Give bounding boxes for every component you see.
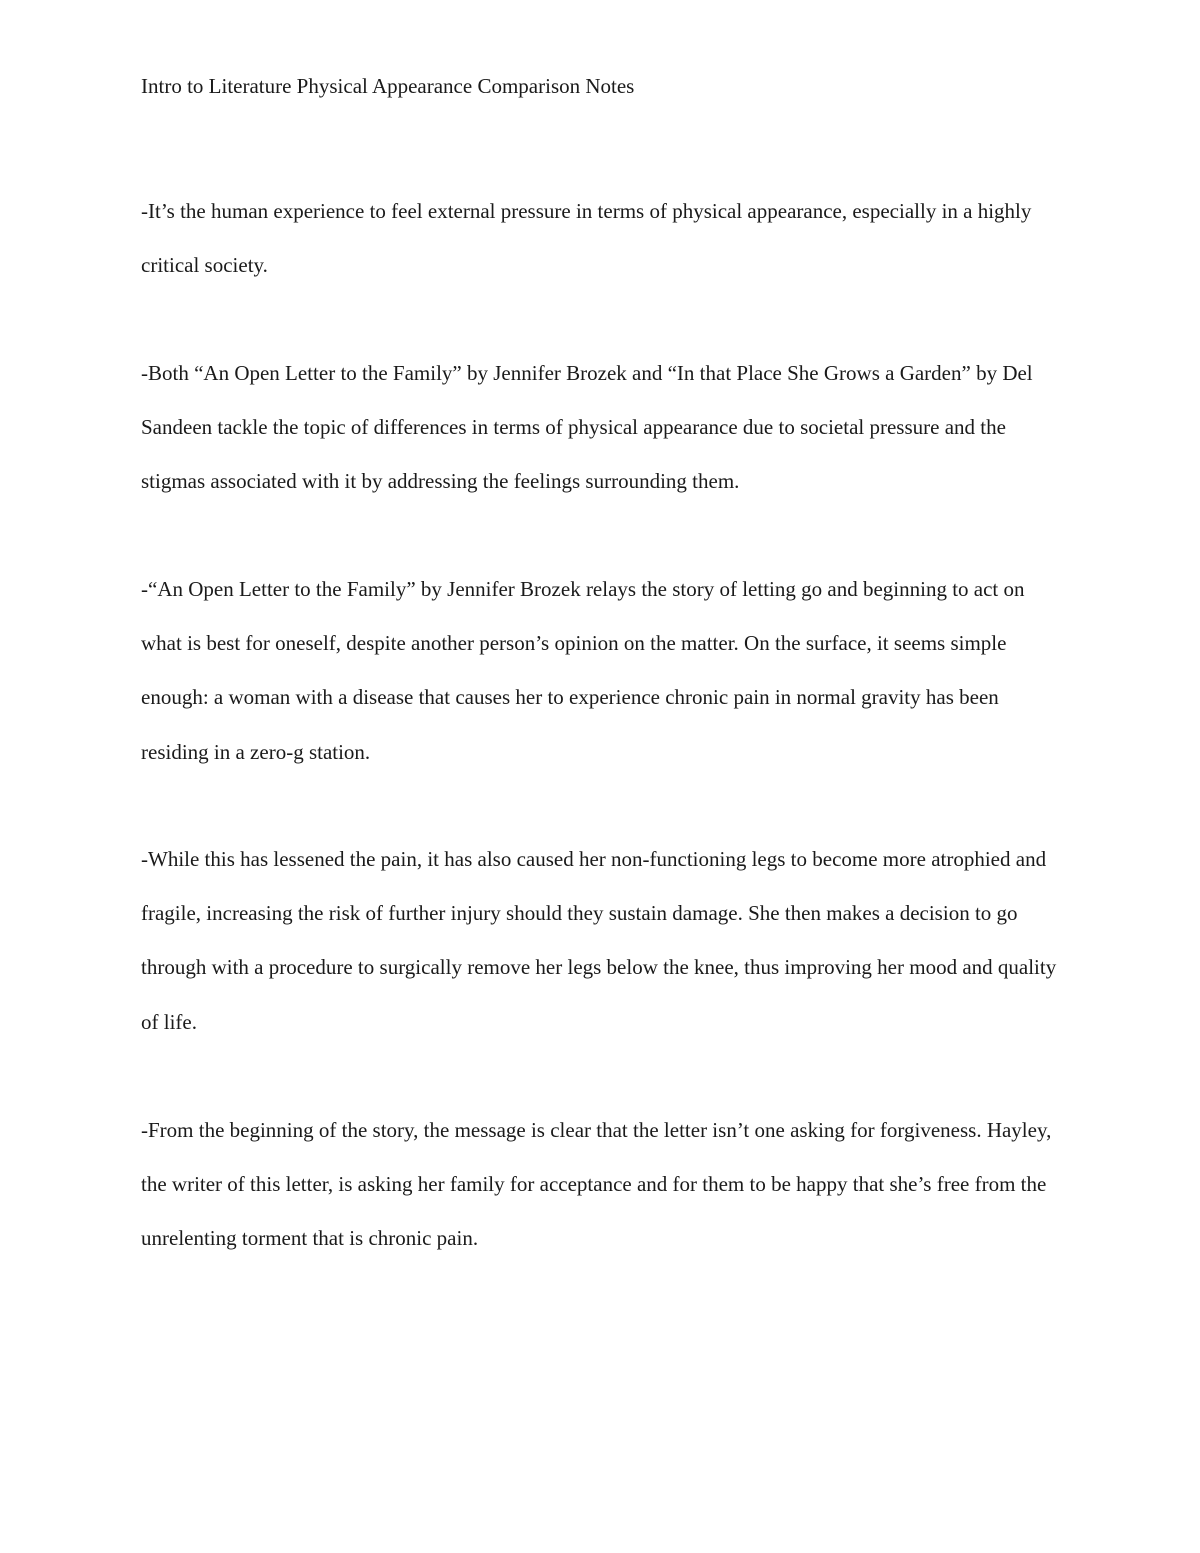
- note-paragraph-2: -Both “An Open Letter to the Family” by Jennifer Brozek and “In that Place She Grows a Garden” by Del Sandeen tackle the topic of differences in terms of physical appearance due to societal pressure and the stigmas associated with it by addressing the feelings surrounding them.: [141, 361, 1033, 494]
- document-title: Intro to Literature Physical Appearance Comparison Notes: [141, 74, 635, 98]
- note-paragraph-5: -From the beginning of the story, the message is clear that the letter isn’t one asking for forgiveness. Hayley, the writer of this letter, is asking her family for acceptance and for them to be happy that she’s free from the unrelenting torment that is chronic pain.: [141, 1118, 1052, 1251]
- note-paragraph-4: -While this has lessened the pain, it has also caused her non-functioning legs to become more atrophied and fragile, increasing the risk of further injury should they sustain damage. She then makes a decision to go through with a procedure to surgically remove her legs below the knee, thus improving her mood and quality of life.: [141, 847, 1057, 1034]
- note-paragraph-3: -“An Open Letter to the Family” by Jennifer Brozek relays the story of letting go and beginning to act on what is best for oneself, despite another person’s opinion on the matter. On the surface, it seems simple enough: a woman with a disease that causes her to experience chronic pain in normal gravity has been residing in a zero-g station.: [141, 577, 1025, 764]
- note-paragraph-1: -It’s the human experience to feel external pressure in terms of physical appearance, especially in a highly critical society.: [141, 199, 1032, 278]
